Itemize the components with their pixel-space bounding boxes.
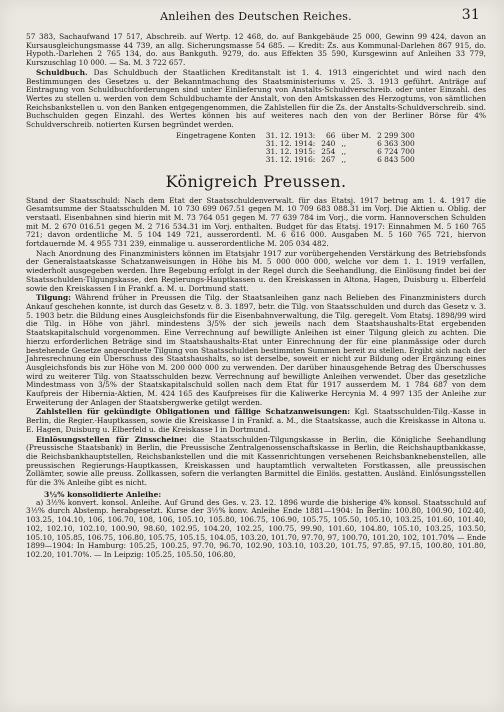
ledger-count: 267 <box>321 155 336 165</box>
intro-paragraph: 57 383, Sachaufwand 17 517, Abschreib. auf Wertp. 12 468, do. auf Bankgebäude 25 000, Gewinn 99 424, davon an Kursausgleichungsmasse 44 739, an allg. Sicherungsmasse 54 685. — Kredit: Zs. aus Kommunal-Darlehen 867 915, do. Hypoth.-Darlehen 2 765 134, do. aus Bankguth. 9279, do. aus Effekten 35 590, Kursgewinn auf Anleihen 33 779, Kurszuschlag 10 000. — Sa. M. 3 722 657. <box>26 32 486 68</box>
ledger-caption <box>176 148 266 156</box>
amortization-paragraph <box>26 294 486 407</box>
ledger-amount: 6 363 300 <box>377 138 415 148</box>
page-number: 31 <box>461 7 480 23</box>
ledger-count: 240 <box>321 138 336 148</box>
ledger-row <box>176 156 421 164</box>
running-title: Anleihen des Deutschen Reiches. <box>160 10 352 23</box>
ledger-word: ,, <box>341 138 347 148</box>
schuldbuch-paragraph <box>26 69 486 130</box>
ledger-word: ,, <box>341 155 347 165</box>
payment-offices-paragraph <box>26 408 486 434</box>
coupon-offices-text: die Staatsschulden-Tilgungskasse in Berlin, die Königliche Seehandlung (Preussische Staatsbank) in Berlin, die Preussische Zentralgenossenschaftskasse in Berlin, die Reichshauptbankkasse, die Reichsbankhauptstellen, Reichsbankstellen und die mit Kassenrichtungen versehenen Reichsbanknebenstellen, alle preussischen Regierungs-Hauptkassen, Kreiskassen und hauptamtlich verwalteten Forstkassen, alle preussischen Zollämter, sowie alle preuss. Zollkassen, sofern die verlangten Barmittel die Einlös. gestatten. Ausländ. Einlösungsstellen für die 3% Anleihe gibt es nicht. <box>26 434 486 488</box>
schuldbuch-text: Das Schuldbuch der Staatlichen Kreditanstalt ist 1. 4. 1913 eingerichtet und wird nach den Bestimmungen des Gesetzes u. der Bekanntmachung des Staatsministeriums v. 25. 3. 1913 geführt. Anträge auf Eintragung von Schuldbuchforderungen sind unter Einlieferung von Anstalts-Schuldverschreib. oder unter Einzahl. des Wertes zu stellen u. werden von dem Schuldbuchamte der Anstalt, von den Amtskassen des Herzogtums, von sämtlichen Reichsbankstellen u. von den Banken entgegengenommen, die Zahlstellen für die Zs. der Anstalts-Schuldverschreib. sind. Buchschulden gegen Einzahl. des Wertes können bis auf weiteres nach den von der Berliner Börse für 4% Schuldverschreib. notierten Kursen begründet werden. <box>26 67 486 130</box>
ledger-count: 66 <box>325 130 336 140</box>
consol-heading: 3½% konsolidierte Anleihe: <box>44 489 162 499</box>
treasury-bills-paragraph: Nach Anordnung des Finanzministers können im Etatsjahr 1917 zur vorübergehenden Verstärkung des Betriebsfonds der Generalstaatskasse Schatzanweisungen in Höhe bis M. 5 000 000 000, welche vor dem 1. 1. 1919 verfallen, wiederholt ausgegeben werden. Ihre Begebung erfolgt in der Regel durch die Seehandlung, die Einlösung findet bei der Staatsschulden-Tilgungskasse, den Regierungs-Hauptkassen u. den Kreiskassen in Altona, Hagen, Duisburg u. Elberfeld sowie den Kreiskassen I in Frankf. a. M. u. Dortmund statt. <box>26 248 486 293</box>
ledger-caption <box>176 156 266 164</box>
ledger-caption: Eingetragene Konten <box>176 130 256 140</box>
ledger-amount: 2 299 300 <box>377 130 415 140</box>
ledger-count: 254 <box>321 147 336 157</box>
payment-offices-text: Kgl. Staatsschulden-Tilg.-Kasse in Berlin, die Regier.-Hauptkassen, sowie die Kreiskasse I in Frankf. a. M., die Staatskasse, auch die Kreiskasse in Altona u. E. Hagen, Duisburg u. Elberfeld u. die Kreiskasse I in Dortmund. <box>26 407 486 434</box>
ledger-word: über M. <box>341 130 372 140</box>
coupon-offices-paragraph <box>26 436 486 488</box>
coupon-offices-label: Einlösungsstellen für Zinsscheine: <box>36 434 187 444</box>
ledger-date: 31. 12. 1913: <box>265 130 316 140</box>
amortization-label: Tilgung: <box>36 293 71 303</box>
amortization-text: Während früher in Preussen die Tilg. der Staatsanleihen ganz nach Belieben des Finanzministers durch Ankauf geschehen konnte, ist durch das Gesetz v. 8. 3. 1897, betr. die Tilg. von Staatsschulden und durch das Gesetz v. 3. 5. 1903 betr. die Bildung eines Ausgleichsfonds für die Eisenbahnverwaltung, die Tilg. geregelt. Vom Etatsj. 1898/99 wird die Tilg. in Höhe von jährl. mindestens 3/5% der sich jeweils nach dem Staatshaushalts-Etat ergebenden Staatskapitalschuld vorgenommen. Eine Verrechnung auf bewilligte Anleihen ist einer Tilgung gleich zu achten. Die hierzu erforderlichen Beträge sind im Staatshaushalts-Etat unter Einrechnung der für eine planmässige oder durch bestehende Gesetze angeordnete Tilgung von Staatsschulden bestimmten Summen bereit zu stellen. Ergibt sich nach der Jahresrechnung ein Überschuss des Staatshaushalts, so ist derselbe, soweit er nicht zur Bildung oder Ergänzung eines Ausgleichsfonds bis zur Höhe von M. 200 000 000 zu verwenden. Der darüber hinausgehende Betrag des Überschusses wird zu weiterer Tilg. von Staatsschulden bezw. Verrechnung auf bewilligte Anleihen verwendet. Über das gesetzliche Mindestmass von 3/5% der Staatskapitalschuld sollen nach dem Etat für 1917 ausserdem M. 1 784 687 von dem Kaufpreis der Hibernia-Aktien, M. 424 165 des Kaufpreises für die Kaliwerke Hercynia M. 4 997 135 der Anleihe zur Erweiterung der Anlagen der Staatsbergwerke getilgt werden. <box>26 293 486 407</box>
state-debt-paragraph: Stand der Staatsschuld: Nach dem Etat der Staatsschuldenverwalt. für das Etatsj. 1917 betrug am 1. 4. 1917 die Gesamtsumme der Staatsschulden M. 10 730 699 067.51 gegen M. 10 709 683 088.31 im Vorj. Die Aktien u. Oblig. der verstaatl. Eisenbahnen sind hierin mit M. 73 764 051 gegen M. 77 639 784 im Vorj., die vorm. Hannoverschen Schulden mit M. 2 670 016.51 gegen M. 2 716 534.31 im Vorj. enthalten. Budget für das Etatsj. 1917: Einnahmen M. 5 160 765 721; davon ordentliche M. 5 104 149 721, ausserordentl. M. 6 616 000. Ausgaben M. 5 160 765 721, hiervon fortdauernde M. 4 955 731 239, einmalige u. ausserordentliche M. 205 034 482. <box>26 195 486 249</box>
schuldbuch-label: Schuldbuch. <box>36 67 88 77</box>
ledger-amount: 6 843 500 <box>377 155 415 165</box>
running-head <box>26 7 486 23</box>
ledger-date: 31. 12. 1916: <box>265 155 316 165</box>
consol-paragraph: a) 3½% konvert. konsol. Anleihe. Auf Grund des Ges. v. 23. 12. 1896 wurde die bisherige 4% konsol. Staatsschuld auf 3½% durch Abstemp. herabgesetzt. Kurse der 3½% konv. Anleihe Ende 1881—1904: In Berlin: 100.80, 100.90, 102.40, 103.25, 104.10, 106, 106.70, 108, 106, 105.10, 105.80, 106.75, 106.90, 105.75, 105.50, 105.10, 103.25, 101.60, 101.40, 102, 102.10, 102.10, 100.90, 98.60, 102.95, 104.20, 102.25, 100.75, 99.90, 101.60, 104.80, 105.10, 103.25, 103.50, 105.10, 105.85, 106.75, 106.80, 105.75, 105.15, 104.05, 103.20, 101.70, 97.70, 97, 100.70, 101.20, 102, 101.70% — Ende 1899—1904: In Hamburg: 105.25, 100.25, 97.70, 96.70, 102.90, 103.10, 103.20, 101.75, 97.85, 97.15, 100.80, 101.80, 102.20, 101.70%. — In Leipzig: 105.25, 105.50, 106.80, <box>26 497 486 559</box>
ledger-caption <box>176 140 266 148</box>
accounts-ledger <box>176 132 421 165</box>
payment-offices-label: Zahlstellen für gekündigte Obligationen und fällige Schatzanweisungen: <box>36 407 351 417</box>
ledger-amount: 6 724 700 <box>377 147 415 157</box>
ledger-word: ,, <box>341 147 347 157</box>
section-heading: Königreich Preussen. <box>165 171 347 191</box>
ledger-date: 31. 12. 1914: <box>265 138 316 148</box>
ledger-date: 31. 12. 1915: <box>265 147 316 157</box>
